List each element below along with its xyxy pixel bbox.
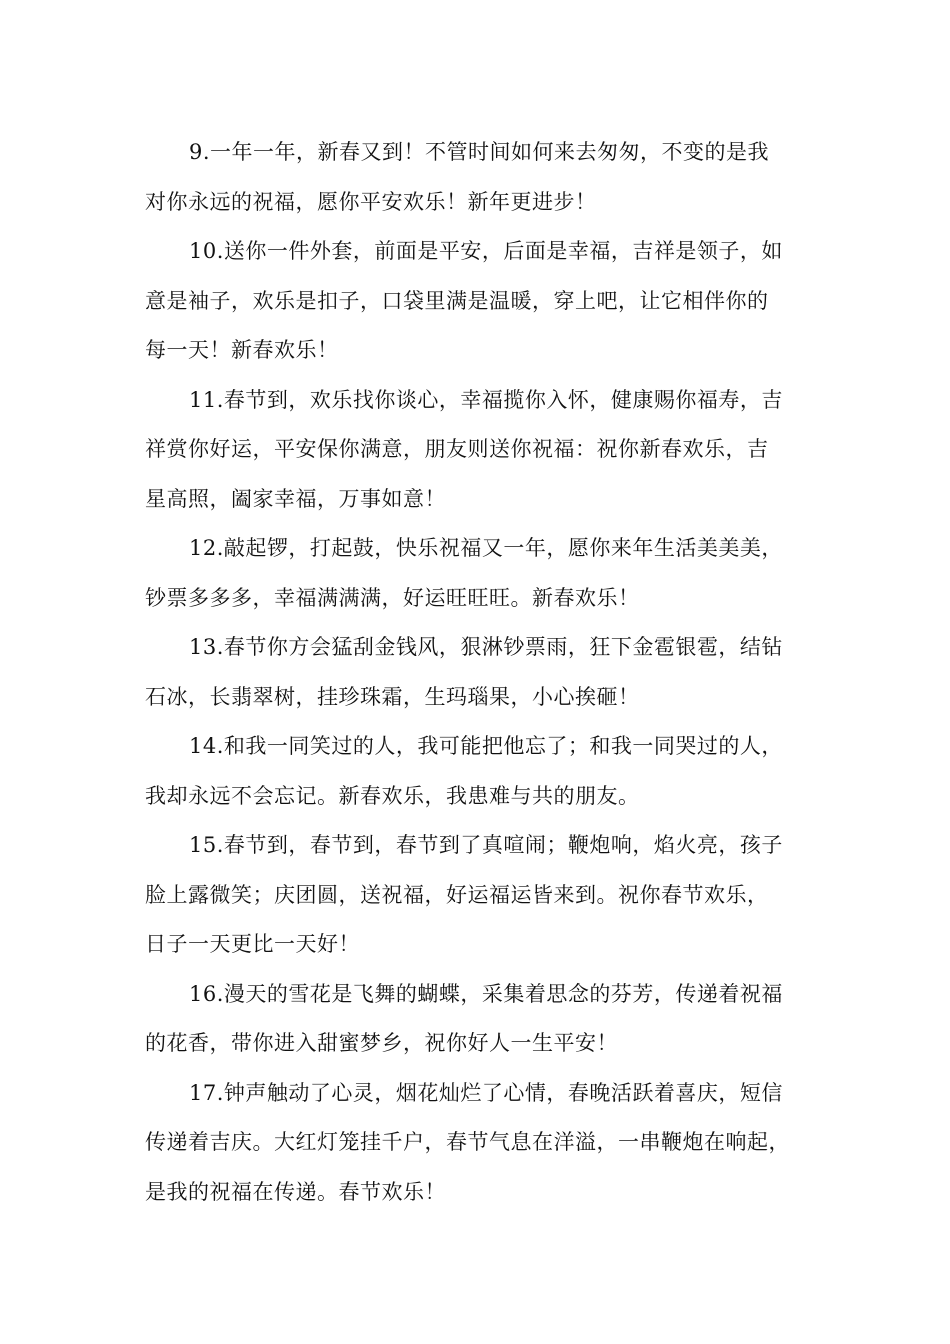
paragraph-line: 意是袖子，欢乐是扣子，口袋里满是温暖，穿上吧，让它相伴你的 xyxy=(145,288,769,313)
greeting-paragraph xyxy=(145,227,823,376)
paragraph-line: 13.春节你方会猛刮金钱风，狠淋钞票雨，狂下金雹银雹，结钻 xyxy=(189,635,783,659)
greeting-paragraph xyxy=(145,970,823,1069)
paragraph-line: 16.漫天的雪花是飞舞的蝴蝶，采集着思念的芬芳，传递着祝福 xyxy=(189,981,783,1006)
paragraph-line: 每一天！新春欢乐！ xyxy=(145,338,339,362)
greeting-paragraph xyxy=(145,722,823,821)
document-body xyxy=(145,128,823,1217)
paragraph-line: 传递着吉庆。大红灯笼挂千户，春节气息在洋溢，一串鞭炮在响起， xyxy=(145,1130,790,1154)
paragraph-line: 日子一天更比一天好！ xyxy=(145,932,360,956)
paragraph-line: 11.春节到，欢乐找你谈心，幸福揽你入怀，健康赐你福寿，吉 xyxy=(189,387,783,412)
paragraph-line: 祥赏你好运，平安保你满意，朋友则送你祝福：祝你新春欢乐，吉 xyxy=(145,437,769,461)
greeting-paragraph xyxy=(145,821,823,970)
paragraph-line: 14.和我一同笑过的人，我可能把他忘了；和我一同哭过的人， xyxy=(189,734,783,758)
paragraph-line: 是我的祝福在传递。春节欢乐！ xyxy=(145,1179,446,1204)
paragraph-line: 星高照，阖家幸福，万事如意！ xyxy=(145,486,446,511)
greeting-paragraph xyxy=(145,524,823,623)
paragraph-line: 我却永远不会忘记。新春欢乐，我患难与共的朋友。 xyxy=(145,783,640,808)
paragraph-line: 15.春节到，春节到，春节到了真喧闹；鞭炮响，焰火亮，孩子 xyxy=(189,833,783,857)
paragraph-line: 9.一年一年，新春又到！不管时间如何来去匆匆，不变的是我 xyxy=(189,140,770,164)
greeting-paragraph xyxy=(145,1069,823,1218)
paragraph-line: 对你永远的祝福，愿你平安欢乐！新年更进步！ xyxy=(145,189,597,214)
paragraph-line: 12.敲起锣，打起鼓，快乐祝福又一年，愿你来年生活美美美， xyxy=(189,536,783,560)
greeting-paragraph xyxy=(145,623,823,722)
greeting-paragraph xyxy=(145,376,823,525)
paragraph-line: 17.钟声触动了心灵，烟花灿烂了心情，春晚活跃着喜庆，短信 xyxy=(189,1080,783,1105)
paragraph-line: 脸上露微笑；庆团圆，送祝福，好运福运皆来到。祝你春节欢乐， xyxy=(145,882,769,907)
paragraph-line: 10.送你一件外套，前面是平安，后面是幸福，吉祥是领子，如 xyxy=(189,239,783,263)
paragraph-line: 石冰，长翡翠树，挂珍珠霜，生玛瑙果，小心挨砸！ xyxy=(145,684,640,709)
paragraph-line: 的花香，带你进入甜蜜梦乡，祝你好人一生平安！ xyxy=(145,1031,618,1055)
greeting-paragraph xyxy=(145,128,823,227)
paragraph-line: 钞票多多多，幸福满满满，好运旺旺旺。新春欢乐！ xyxy=(145,585,640,610)
